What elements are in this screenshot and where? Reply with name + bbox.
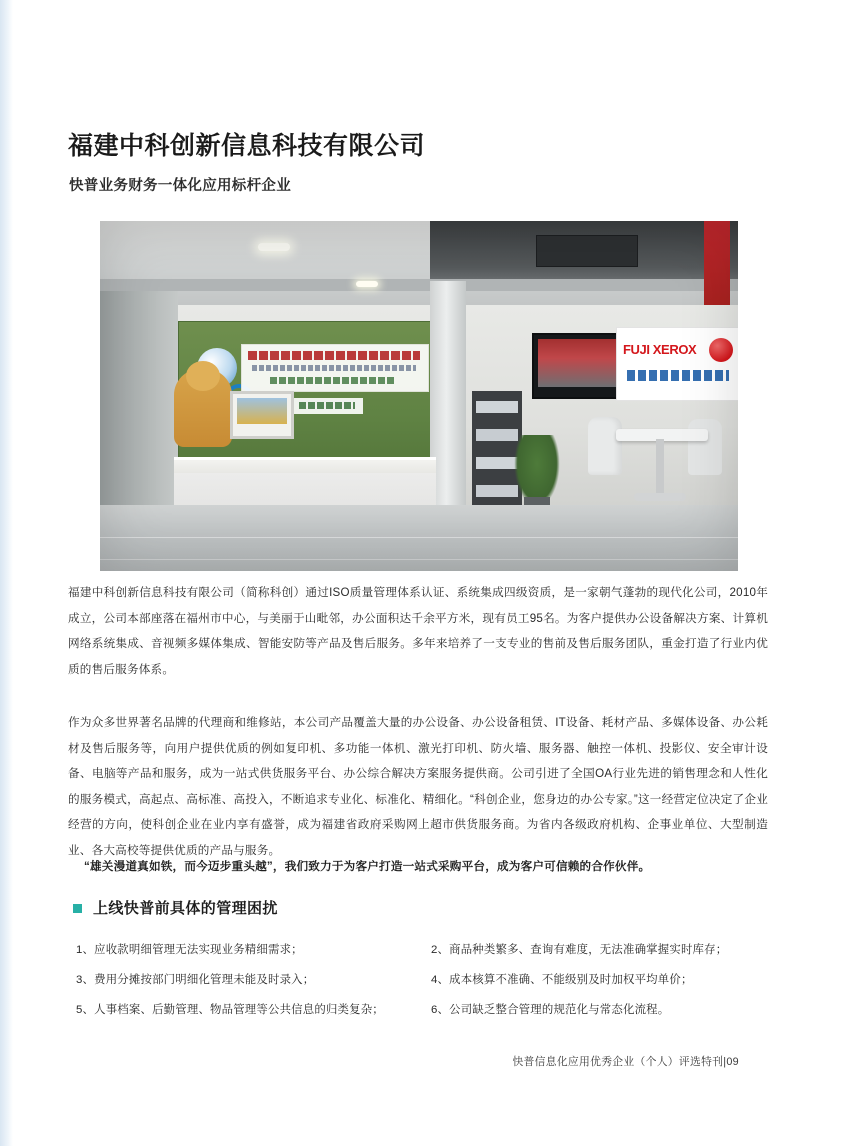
- photo-floor: [100, 505, 738, 571]
- body-paragraph-2: 作为众多世界著名品牌的代理商和维修站，本公司产品覆盖大量的办公设备、办公设备租赁、IT设备、耗材产品、多媒体设备、办公耗材及售后服务等，向用户提供优质的例如复印机、多功能一体机、激光打印机、防火墙、服务器、触控一体机、投影仪、安全审计设备、电脑等产品和服务，成为一站式供货服务平台、办公综合解决方案服务提供商。公司引进了全国OA行业先进的销售理念和人性化的服务模式，高起点、高标准、高投入，不断追求专业化、标准化、精细化。“科创企业，您身边的办公专家。”这一经营定位决定了企业经营的方向，使科创企业在业内享有盛誉，成为福建省政府采购网上超市供货服务商。为省内各级政府机构、企事业单位、大型制造业、各大高校等提供优质的产品与服务。: [68, 716, 768, 857]
- photo-ceiling-light-2: [356, 281, 378, 287]
- photo-wall-tv-screen: [538, 339, 622, 387]
- issue-row: [76, 965, 768, 995]
- issue-item: 6、公司缺乏整合管理的规范化与常态化流程。: [431, 1004, 670, 1016]
- photo-partner-sub-text: [627, 370, 729, 381]
- issue-item: 4、成本核算不准确、不能级别及时加权平均单价；: [431, 974, 693, 986]
- body-paragraph-1: 福建中科创新信息科技有限公司（简称科创）通过ISO质量管理体系认证、系统集成四级资质，是一家朝气蓬勃的现代化公司，2010年成立，公司本部座落在福州市中心，与美丽于山毗邻，办公面积达千余平方米，现有员工95名。为客户提供办公设备解决方案、计算机网络系统集成、音视频多媒体集成、智能安防等产品及售后服务。多年来培养了一支专业的售前及售后服务团队，重金打造了行业内优质的售后服务体系。: [68, 586, 768, 676]
- section-heading-label: 上线快普前具体的管理困扰: [93, 900, 278, 917]
- photo-company-name-board: [241, 344, 429, 392]
- issue-item: 2、商品种类繁多、查询有难度，无法准确掌握实时库存；: [431, 944, 728, 956]
- section-marker-icon: [73, 904, 82, 913]
- company-tagline-text: [270, 377, 394, 384]
- photo-floor-seam: [100, 559, 738, 560]
- photo-brochure-shelf: [476, 401, 518, 413]
- photo-mascot-head: [186, 361, 220, 391]
- photo-partner-brand-text: FUJI XEROX: [623, 342, 697, 357]
- pull-quote: “雄关漫道真如铁，而今迈步重头越”，我们致力于为客户打造一站式采购平台，成为客户可信赖的合作伙伴。: [84, 860, 651, 873]
- photo-display-screen-image: [237, 398, 287, 424]
- page-subtitle: 快普业务财务一体化应用标杆企业: [69, 178, 291, 194]
- issues-list: [76, 935, 768, 1025]
- page-footer: 快普信息化应用优秀企业（个人）评选特刊|09: [512, 1056, 739, 1068]
- issue-item: 3、费用分摊按部门明细化管理未能及时录入；: [76, 974, 315, 986]
- issue-row: [76, 995, 768, 1025]
- photo-brochure-shelf: [476, 457, 518, 469]
- page-title: 福建中科创新信息科技有限公司: [68, 132, 426, 160]
- issue-row: [76, 935, 768, 965]
- photo-subboard-text: [299, 402, 355, 409]
- photo-air-conditioner: [536, 235, 638, 267]
- photo-brochure-shelf: [476, 429, 518, 441]
- photo-subboard: [291, 398, 363, 414]
- photo-table-leg: [656, 439, 664, 497]
- company-name-cn-text: [248, 351, 420, 360]
- photo-brochure-shelf: [476, 485, 518, 497]
- photo-chair-right: [688, 419, 722, 475]
- photo-table-base: [634, 493, 686, 501]
- photo-display-screen-prop: [230, 391, 294, 439]
- photo-chair-left: [588, 417, 622, 475]
- page-content: [68, 0, 773, 1146]
- photo-ceiling-beam: [100, 279, 738, 291]
- office-photo: [100, 221, 738, 571]
- issue-item: 1、应收款明细管理无法实现业务精细需求；: [76, 944, 303, 956]
- issue-item: 5、人事档案、后勤管理、物品管理等公共信息的归类复杂；: [76, 1004, 384, 1016]
- photo-partner-logo-icon: [709, 338, 733, 362]
- photo-red-lantern-banner: [704, 221, 730, 307]
- page-edge-strip: [0, 0, 13, 1146]
- photo-wall-tv: [532, 333, 628, 399]
- photo-ceiling-light-1: [258, 243, 290, 251]
- company-name-en-text: [252, 365, 416, 371]
- photo-floor-seam: [100, 537, 738, 538]
- photo-partner-sign: [616, 327, 738, 401]
